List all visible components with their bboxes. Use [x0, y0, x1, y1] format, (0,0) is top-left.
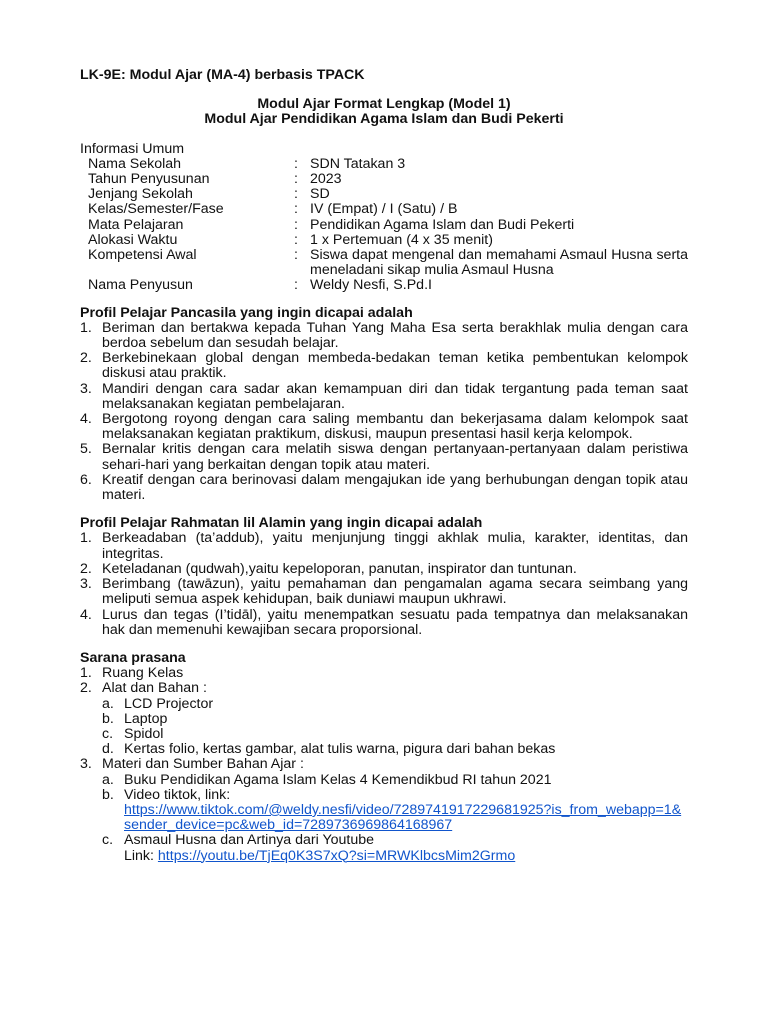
list-item-text: Mandiri dengan cara sadar akan kemampuan diri dan tidak tergantung pada teman saat melaksanakan kegiatan pembelajaran.	[102, 380, 688, 412]
list-item-text: Berimbang (tawāzun), yaitu pemahaman dan pengamalan agama secara seimbang yang meliputi semua aspek kehidupan, baik duniawi maupun ukhrawi.	[102, 576, 688, 608]
list-item-text: Kreatif dengan cara berinovasi dalam mengajukan ide yang berhubungan dengan topik atau materi.	[102, 471, 688, 504]
list-item: 4. Lurus dan tegas (I’tidāl), yaitu menempatkan sesuatu pada tempatnya dan melaksanakan hak dan memenuhi kewajiban secara proporsional.	[80, 606, 688, 638]
info-label: Kelas/Semester/Fase	[88, 201, 224, 218]
info-row	[80, 218, 688, 233]
info-colon: :	[294, 277, 298, 294]
sub-list-item: a. LCD Projector	[102, 697, 688, 712]
info-label: Kompetensi Awal	[88, 247, 197, 264]
info-value: IV (Empat) / I (Satu) / B	[310, 201, 458, 218]
list-item: 1. Berkeadaban (ta’addub), yaitu menjunjung tinggi akhlak mulia, karakter, identitas, dan integritas.	[80, 530, 688, 562]
sub-list-item-text: Video tiktok, link:	[124, 786, 231, 803]
list-item-text: Bergotong royong dengan cara saling membantu dan bekerjasama dalam kelompok saat melaksanakan kegiatan praktikum, diskusi, maupun presentasi hasil kerja kelompok.	[102, 411, 688, 443]
list-item-text: Keteladanan (qudwah),yaitu kepeloporan, panutan, inspirator dan tuntunan.	[102, 560, 577, 577]
list-item: 1. Beriman dan bertakwa kepada Tuhan Yang Maha Esa serta berakhlak mulia dengan cara berdoa sebelum dan sesudah belajar.	[80, 319, 688, 352]
info-value: SDN Tatakan 3	[310, 155, 406, 172]
info-value: 2023	[310, 171, 342, 188]
sarana-heading: Sarana prasana	[80, 649, 186, 666]
info-value: Siswa dapat mengenal dan memahami Asmaul Husna serta meneladani sikap mulia Asmaul Husna	[310, 247, 688, 279]
rahmatan-list	[80, 531, 688, 637]
list-item: 6. Kreatif dengan cara berinovasi dalam mengajukan ide yang berhubungan dengan topik atau materi.	[80, 471, 688, 504]
sub-list-item-text: LCD Projector	[124, 695, 214, 712]
document-title-line-2: Modul Ajar Pendidikan Agama Islam dan Budi Pekerti	[204, 111, 564, 128]
info-value: SD	[310, 186, 330, 203]
sarana-section	[80, 651, 688, 864]
sub-list-item-text: Laptop	[124, 710, 168, 727]
list-item-text: Bernalar kritis dengan cara melatih siswa dengan pertanyaan-pertanyaan dalam peristiwa sehari-hari yang berkaitan dengan topik atau materi.	[102, 441, 688, 473]
list-item: 1. Ruang Kelas	[80, 666, 688, 681]
list-item-text: Alat dan Bahan :	[102, 680, 207, 697]
list-item: 4. Bergotong royong dengan cara saling membantu dan bekerjasama dalam kelompok saat melaksanakan kegiatan praktikum, diskusi, maupun presentasi hasil kerja kelompok.	[80, 411, 688, 443]
sub-list-item: b. Video tiktok, link: https://www.tiktok.com/@weldy.nesfi/video/7289741917229681925?is_from_webapp=1&sender_device=pc&web_id=7289736969864168967	[102, 786, 682, 834]
info-label: Tahun Penyusunan	[88, 171, 210, 188]
info-colon: :	[294, 231, 298, 248]
general-info-section	[80, 142, 688, 294]
info-row	[80, 202, 688, 217]
sub-list-item: d. Kertas folio, kertas gambar, alat tulis warna, pigura dari bahan bekas	[102, 742, 688, 757]
info-value: 1 x Pertemuan (4 x 35 menit)	[310, 231, 493, 248]
sarana-list	[80, 666, 688, 864]
info-row	[80, 278, 688, 293]
list-item: 3. Mandiri dengan cara sadar akan kemampuan diri dan tidak tergantung pada teman saat melaksanakan kegiatan pembelajaran.	[80, 380, 688, 412]
link-prefix: Link:	[124, 847, 158, 864]
info-row	[80, 233, 688, 248]
general-info-heading: Informasi Umum	[80, 140, 185, 157]
document-label: LK-9E: Modul Ajar (MA-4) berbasis TPACK	[80, 67, 365, 83]
list-item-text: Beriman dan bertakwa kepada Tuhan Yang Maha Esa serta berakhlak mulia dengan cara berdoa sebelum dan sesudah belajar.	[102, 319, 688, 352]
sub-list-item-text: Spidol	[124, 725, 164, 742]
info-label: Jenjang Sekolah	[88, 186, 193, 203]
list-item: 3. Berimbang (tawāzun), yaitu pemahaman dan pengamalan agama secara seimbang yang meliputi semua aspek kehidupan, baik duniawi maupun ukhrawi.	[80, 576, 688, 608]
youtube-video-link[interactable]: https://youtu.be/TjEq0K3S7xQ?si=MRWKlbcsMim2Grmo	[157, 847, 516, 864]
pancasila-section	[80, 306, 688, 504]
sub-list-item-text: Asmaul Husna dan Artinya dari Youtube	[124, 832, 375, 849]
document-title-line-1: Modul Ajar Format Lengkap (Model 1)	[257, 96, 511, 113]
info-label: Alokasi Waktu	[88, 231, 178, 248]
info-row	[80, 187, 688, 202]
info-row	[80, 172, 688, 187]
sub-list-item-text: Kertas folio, kertas gambar, alat tulis warna, pigura dari bahan bekas	[124, 741, 556, 758]
tiktok-video-link[interactable]: https://www.tiktok.com/@weldy.nesfi/video/7289741917229681925?is_from_webapp=1&sender_device=pc&web_id=7289736969864168967	[124, 801, 682, 834]
list-item: 2. Berkebinekaan global dengan membeda-bedakan teman ketika pembentukan kelompok diskusi atau praktik.	[80, 350, 688, 382]
info-row	[80, 248, 688, 278]
list-item-text: Ruang Kelas	[102, 665, 184, 682]
pancasila-heading: Profil Pelajar Pancasila yang ingin dicapai adalah	[80, 304, 413, 321]
list-item: 5. Bernalar kritis dengan cara melatih siswa dengan pertanyaan-pertanyaan dalam peristiwa sehari-hari yang berkaitan dengan topik atau materi.	[80, 441, 688, 473]
info-colon: :	[294, 155, 298, 172]
list-item: 2. Keteladanan (qudwah),yaitu kepeloporan, panutan, inspirator dan tuntunan.	[80, 562, 688, 577]
sub-list-item-text: Buku Pendidikan Agama Islam Kelas 4 Kemendikbud RI tahun 2021	[124, 771, 552, 788]
info-colon: :	[294, 216, 298, 233]
sub-list-item: b. Laptop	[102, 712, 688, 727]
info-colon: :	[294, 247, 298, 264]
sub-list-item: c. Asmaul Husna dan Artinya dari Youtube Link: https://youtu.be/TjEq0K3S7xQ?si=MRWKlbcsMim2Grmo	[102, 832, 516, 864]
sub-list-item: a. Buku Pendidikan Agama Islam Kelas 4 Kemendikbud RI tahun 2021	[102, 773, 688, 788]
pancasila-list	[80, 321, 688, 503]
rahmatan-heading: Profil Pelajar Rahmatan lil Alamin yang ingin dicapai adalah	[80, 515, 483, 532]
sub-list	[80, 697, 688, 758]
list-item-text: Materi dan Sumber Bahan Ajar :	[102, 756, 304, 773]
info-label: Mata Pelajaran	[88, 216, 184, 233]
info-value: Pendidikan Agama Islam dan Budi Pekerti	[310, 216, 575, 233]
list-item: 2. Alat dan Bahan :	[80, 681, 688, 696]
sub-list	[80, 773, 688, 864]
info-value: Weldy Nesfi, S.Pd.I	[310, 277, 432, 294]
info-colon: :	[294, 201, 298, 218]
sub-list-item: c. Spidol	[102, 727, 688, 742]
list-item: 3. Materi dan Sumber Bahan Ajar :	[80, 757, 688, 772]
info-colon: :	[294, 186, 298, 203]
list-item-text: Lurus dan tegas (I’tidāl), yaitu menempatkan sesuatu pada tempatnya dan melaksanakan hak dan memenuhi kewajiban secara proporsional.	[102, 606, 688, 638]
info-row	[80, 157, 688, 172]
rahmatan-section	[80, 516, 688, 638]
list-item-text: Berkeadaban (ta’addub), yaitu menjunjung tinggi akhlak mulia, karakter, identitas, dan integritas.	[102, 530, 688, 562]
list-item-text: Berkebinekaan global dengan membeda-bedakan teman ketika pembentukan kelompok diskusi atau praktik.	[102, 350, 688, 382]
document-page	[80, 68, 688, 864]
info-colon: :	[294, 171, 298, 188]
info-label: Nama Penyusun	[88, 277, 193, 294]
info-label: Nama Sekolah	[88, 155, 182, 172]
